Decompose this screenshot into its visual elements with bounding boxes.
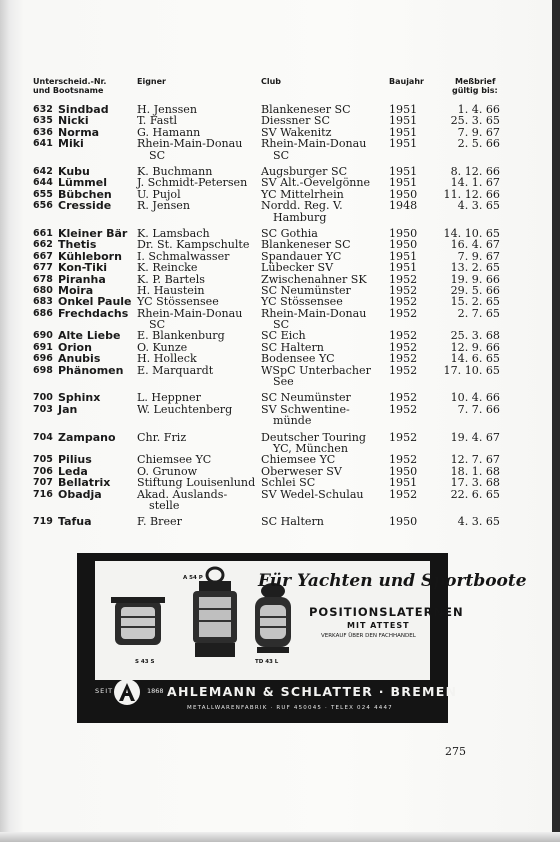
build-year: 1951 [389,114,418,128]
owner: Rhein-Main-Donau SC [137,306,243,332]
boat-number: 680 [33,284,53,296]
certificate-valid-until: 8. 12. 66 [450,164,500,178]
build-year: 1950 [389,226,418,240]
table-row [0,200,540,223]
club: Rhein-Main-Donau SC [261,137,367,162]
boat-name: Zampano [58,430,116,444]
boat-name: Kleiner Bär [58,226,128,240]
build-year: 1952 [389,329,418,343]
club: SV Wakenitz [261,125,332,139]
owner: E. Blankenburg [137,329,225,343]
boat-name: Obadja [58,487,102,501]
boat-name: Kubu [58,164,90,178]
build-year: 1952 [389,487,418,501]
ad-since-year: 1868 [147,687,164,695]
boat-number: 635 [33,115,53,127]
boat-name: Cresside [58,199,112,213]
build-year: 1951 [389,103,418,116]
owner: R. Jensen [137,199,190,213]
certificate-valid-until: 18. 1. 68 [450,464,500,478]
owner: K. Reincke [137,261,198,275]
build-year: 1952 [389,363,418,377]
club: WSpC Unterbacher See [261,363,371,389]
boat-number: 677 [33,262,53,274]
club: SC Haltern [261,340,324,354]
club: Diessner SC [261,114,331,128]
build-year: 1950 [389,515,418,529]
owner: Rhein-Main-Donau SC [137,137,243,162]
build-year: 1952 [389,453,418,467]
build-year: 1951 [389,176,418,190]
owner: I. Schmalwasser [137,249,230,263]
table-row [0,365,540,388]
certificate-valid-until: 4. 3. 65 [457,515,500,529]
owner: T. Fastl [137,114,178,128]
certificate-valid-until: 12. 9. 66 [450,340,500,354]
build-year: 1952 [389,295,418,309]
boat-name: Moira [58,283,94,297]
header-number: Unterscheid.-Nr. [33,77,107,86]
boat-register-table [0,104,540,528]
certificate-valid-until: 25. 3. 65 [450,114,500,128]
boat-name: Miki [58,137,84,151]
owner: K. P. Bartels [137,272,205,286]
build-year: 1952 [389,402,418,416]
club: SC Neumünster [261,391,351,405]
build-year: 1948 [389,199,418,213]
boat-number: 632 [33,104,53,115]
certificate-valid-until: 17. 10. 65 [443,363,500,377]
owner: J. Schmidt-Petersen [137,176,248,190]
owner: L. Heppner [137,391,201,405]
build-year: 1952 [389,430,418,444]
ad-attest: MIT ATTEST [347,621,410,630]
boat-number: 716 [33,488,53,500]
table-row [0,296,540,307]
ad-company-details: METALLWARENFABRIK · RUF 450045 · TELEX 024 4447 [187,705,393,711]
boat-number: 636 [33,126,53,138]
boat-number: 667 [33,250,53,262]
code-td43l: TD 43 L [255,659,279,665]
club: Zwischenahner SK [261,272,367,286]
boat-name: Alte Liebe [58,329,121,343]
ad-dealer: VERKAUF ÜBER DEN FACHHANDEL [321,633,416,639]
build-year: 1952 [389,340,418,354]
boat-name: Piranha [58,272,106,286]
certificate-valid-until: 22. 6. 65 [450,487,500,501]
table-row [0,138,540,161]
boat-name: Norma [58,125,100,139]
certificate-valid-until: 7. 9. 67 [457,249,500,263]
boat-number: 683 [33,296,53,308]
owner: E. Marquardt [137,363,214,377]
boat-name: Anubis [58,352,101,366]
certificate-valid-until: 17. 3. 68 [450,476,500,490]
boat-name: Phänomen [58,363,124,377]
boat-name: Kühleborn [58,249,122,263]
header-owner: Eigner [137,77,166,86]
boat-name: Onkel Paule [58,295,132,309]
boat-number: 661 [33,227,53,239]
table-row [0,308,540,331]
certificate-valid-until: 29. 5. 66 [450,283,500,297]
club: YC Stössensee [261,295,343,309]
build-year: 1952 [389,306,418,320]
build-year: 1950 [389,238,418,252]
certificate-valid-until: 4. 3. 65 [457,199,500,213]
certificate-valid-until: 19. 4. 67 [450,430,500,444]
header-boatname: und Bootsname [33,86,104,95]
page-edge-right [552,0,560,842]
certificate-valid-until: 16. 4. 67 [450,238,500,252]
owner: H. Holleck [137,352,197,366]
boat-number: 698 [33,364,53,376]
certificate-valid-until: 2. 7. 65 [457,306,500,320]
table-row [0,404,540,427]
ad-panel [95,561,527,680]
ad-title: Für Yachten und Sportboote [258,571,527,591]
table-row [0,353,540,364]
certificate-valid-until: 14. 1. 67 [450,176,500,190]
boat-number: 678 [33,273,53,285]
owner: O. Grunow [137,464,198,478]
boat-name: Frechdachs [58,306,129,320]
boat-name: Tafua [58,515,92,529]
boat-number: 703 [33,403,53,415]
owner: H. Haustein [137,283,205,297]
build-year: 1951 [389,261,418,275]
ad-product: POSITIONSLATERNEN [309,605,464,619]
boat-name: Lümmel [58,176,107,190]
club: SC Haltern [261,515,324,529]
boat-number: 655 [33,188,53,200]
boat-number: 644 [33,177,53,189]
boat-name: Bellatrix [58,476,111,490]
certificate-valid-until: 7. 9. 67 [457,125,500,139]
certificate-valid-until: 19. 9. 66 [450,272,500,286]
owner: K. Buchmann [137,164,213,178]
club: Blankeneser SC [261,103,351,116]
club: SC Neumünster [261,283,351,297]
boat-number: 690 [33,330,53,342]
certificate-valid-until: 7. 7. 66 [457,402,500,416]
header-valid-until: gültig bis: [452,86,498,95]
page-number: 275 [445,745,466,758]
stern-lantern-icon [255,583,291,653]
club: SC Gothia [261,226,318,240]
code-a54p: A 54 P [183,575,203,581]
boat-name: Kon-Tiki [58,261,108,275]
owner: U. Pujol [137,187,181,201]
club: SV Alt.-Oevelgönne [261,176,371,190]
club: Nordd. Reg. V. Hamburg [261,199,343,224]
boat-number: 696 [33,353,53,365]
boat-number: 641 [33,138,53,150]
owner: K. Lamsbach [137,226,210,240]
build-year: 1952 [389,283,418,297]
owner: W. Leuchtenberg [137,402,233,416]
build-year: 1951 [389,249,418,263]
certificate-valid-until: 14. 6. 65 [450,352,500,366]
boat-number: 719 [33,516,53,528]
mast-lantern-icon [193,568,237,657]
advertisement [77,553,527,723]
club: SV Schwentine- münde [261,402,350,428]
club: YC Mittelrhein [261,187,344,201]
owner: F. Breer [137,515,182,529]
club: SC Eich [261,329,306,343]
ad-company: AHLEMANN & SCHLATTER · BREMEN [167,684,458,699]
certificate-valid-until: 25. 3. 68 [450,329,500,343]
company-logo-icon [114,679,140,705]
owner: H. Jenssen [137,103,197,116]
boat-number: 704 [33,431,53,443]
side-lantern-icon [111,597,165,645]
certificate-valid-until: 2. 5. 66 [457,137,500,151]
boat-name: Pilius [58,453,92,467]
boat-number: 705 [33,454,53,466]
owner: O. Kunze [137,340,188,354]
header-year: Baujahr [389,77,424,86]
boat-name: Bübchen [58,187,112,201]
build-year: 1952 [389,391,418,405]
boat-number: 656 [33,200,53,212]
table-row [0,239,540,250]
build-year: 1950 [389,464,418,478]
club: Augsburger SC [261,164,348,178]
boat-number: 706 [33,465,53,477]
certificate-valid-until: 12. 7. 67 [450,453,500,467]
certificate-valid-until: 11. 12. 66 [443,187,500,201]
club: Oberweser SV [261,464,342,478]
build-year: 1951 [389,476,418,490]
boat-number: 691 [33,341,53,353]
build-year: 1951 [389,137,418,151]
boat-name: Jan [58,402,78,416]
boat-number: 707 [33,477,53,489]
table-row [0,432,540,455]
boat-name: Thetis [58,238,97,252]
owner: Chiemsee YC [137,453,212,467]
ad-seit: SEIT [95,687,114,695]
build-year: 1951 [389,164,418,178]
certificate-valid-until: 15. 2. 65 [450,295,500,309]
club: Deutscher Touring YC, München [261,430,366,456]
certificate-valid-until: 1. 4. 66 [457,103,500,116]
page-edge-bottom [0,832,560,842]
build-year: 1952 [389,272,418,286]
boat-number: 686 [33,307,53,319]
build-year: 1952 [389,352,418,366]
header-certificate: Meßbrief [455,77,496,86]
club: Rhein-Main-Donau SC [261,306,367,332]
owner: Dr. St. Kampschulte [137,238,250,252]
boat-name: Nicki [58,114,89,128]
owner: Chr. Friz [137,430,187,444]
boat-number: 700 [33,392,53,404]
club: Blankeneser SC [261,238,351,252]
boat-name: Sindbad [58,103,109,116]
header-club: Club [261,77,282,86]
boat-name: Orion [58,340,92,354]
club: Schlei SC [261,476,316,490]
boat-name: Sphinx [58,391,101,405]
build-year: 1951 [389,125,418,139]
table-row [0,516,540,527]
owner: Akad. Auslands- stelle [137,487,228,512]
club: Spandauer YC [261,249,342,263]
club: SV Wedel-Schulau [261,487,364,501]
club: Lübecker SV [261,261,334,275]
table-row [0,477,540,488]
club: Bodensee YC [261,352,335,366]
certificate-valid-until: 14. 10. 65 [443,226,500,240]
owner: Stiftung Louisenlund [137,476,256,490]
certificate-valid-until: 13. 2. 65 [450,261,500,275]
boat-name: Leda [58,464,88,478]
table-row [0,262,540,273]
build-year: 1950 [389,187,418,201]
owner: G. Hamann [137,125,201,139]
boat-number: 662 [33,239,53,251]
club: Chiemsee YC [261,453,336,467]
owner: YC Stössensee [137,295,219,309]
table-row [0,489,540,512]
boat-number: 642 [33,165,53,177]
code-543s: S 43 S [135,659,155,665]
certificate-valid-until: 10. 4. 66 [450,391,500,405]
